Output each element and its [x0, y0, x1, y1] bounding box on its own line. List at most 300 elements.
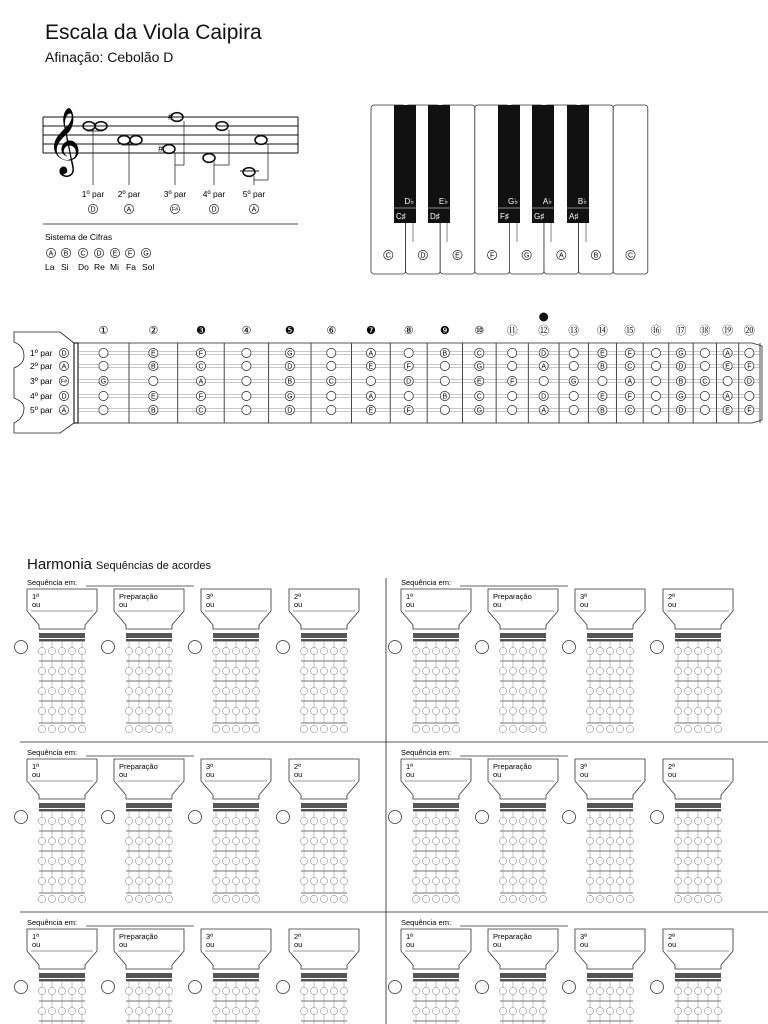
chord-dot[interactable] — [539, 877, 546, 884]
chord-dot[interactable] — [58, 817, 65, 824]
chord-dot[interactable] — [499, 687, 506, 694]
chord-dot[interactable] — [252, 667, 259, 674]
chord-dot[interactable] — [684, 1007, 691, 1014]
chord-dot[interactable] — [499, 837, 506, 844]
chord-dot[interactable] — [242, 895, 249, 902]
chord-dot[interactable] — [320, 837, 327, 844]
chord-dot[interactable] — [529, 837, 536, 844]
chord-dot[interactable] — [422, 877, 429, 884]
chord-dot[interactable] — [340, 687, 347, 694]
chord-dot[interactable] — [432, 725, 439, 732]
chord-dot[interactable] — [684, 895, 691, 902]
chord-dot[interactable] — [222, 667, 229, 674]
chord-dot[interactable] — [252, 725, 259, 732]
chord-dot[interactable] — [242, 725, 249, 732]
chord-dot[interactable] — [330, 987, 337, 994]
chord-dot[interactable] — [125, 987, 132, 994]
chord-dot[interactable] — [300, 857, 307, 864]
chord-dot[interactable] — [519, 895, 526, 902]
chord-dot[interactable] — [38, 647, 45, 654]
chord-dot[interactable] — [78, 725, 85, 732]
chord-dot[interactable] — [222, 877, 229, 884]
chord-dot[interactable] — [422, 647, 429, 654]
chord-dot[interactable] — [68, 707, 75, 714]
chord-dot[interactable] — [412, 817, 419, 824]
chord-box[interactable] — [27, 929, 97, 1024]
chord-dot[interactable] — [432, 895, 439, 902]
chord-dot[interactable] — [222, 725, 229, 732]
chord-dot[interactable] — [499, 877, 506, 884]
chord-dot[interactable] — [694, 987, 701, 994]
chord-dot[interactable] — [442, 987, 449, 994]
chord-dot[interactable] — [616, 837, 623, 844]
chord-dot[interactable] — [412, 1007, 419, 1014]
chord-box[interactable] — [201, 929, 271, 1024]
chord-dot[interactable] — [300, 707, 307, 714]
chord-dot[interactable] — [452, 687, 459, 694]
chord-dot[interactable] — [432, 667, 439, 674]
chord-dot[interactable] — [596, 647, 603, 654]
chord-dot[interactable] — [442, 1007, 449, 1014]
chord-dot[interactable] — [310, 687, 317, 694]
chord-dot[interactable] — [499, 667, 506, 674]
chord-box[interactable] — [488, 589, 558, 733]
chord-dot[interactable] — [586, 687, 593, 694]
chord-dot[interactable] — [125, 895, 132, 902]
chord-dot[interactable] — [442, 667, 449, 674]
chord-dot[interactable] — [58, 987, 65, 994]
chord-box[interactable] — [575, 759, 645, 903]
chord-dot[interactable] — [452, 707, 459, 714]
select-circle[interactable] — [563, 981, 576, 994]
chord-dot[interactable] — [519, 647, 526, 654]
chord-dot[interactable] — [155, 877, 162, 884]
chord-dot[interactable] — [58, 857, 65, 864]
chord-dot[interactable] — [539, 707, 546, 714]
chord-dot[interactable] — [320, 895, 327, 902]
chord-dot[interactable] — [509, 857, 516, 864]
chord-dot[interactable] — [509, 725, 516, 732]
chord-dot[interactable] — [252, 987, 259, 994]
chord-dot[interactable] — [499, 707, 506, 714]
chord-dot[interactable] — [330, 895, 337, 902]
chord-dot[interactable] — [499, 725, 506, 732]
chord-dot[interactable] — [714, 837, 721, 844]
chord-dot[interactable] — [300, 725, 307, 732]
chord-dot[interactable] — [48, 687, 55, 694]
chord-dot[interactable] — [509, 837, 516, 844]
chord-dot[interactable] — [165, 877, 172, 884]
chord-dot[interactable] — [340, 837, 347, 844]
chord-dot[interactable] — [616, 725, 623, 732]
chord-dot[interactable] — [212, 687, 219, 694]
chord-dot[interactable] — [442, 877, 449, 884]
chord-dot[interactable] — [58, 877, 65, 884]
chord-dot[interactable] — [539, 667, 546, 674]
chord-dot[interactable] — [529, 817, 536, 824]
chord-dot[interactable] — [586, 707, 593, 714]
chord-dot[interactable] — [626, 1007, 633, 1014]
chord-dot[interactable] — [694, 687, 701, 694]
chord-dot[interactable] — [684, 987, 691, 994]
chord-dot[interactable] — [529, 987, 536, 994]
chord-dot[interactable] — [78, 687, 85, 694]
chord-box[interactable] — [488, 759, 558, 903]
chord-dot[interactable] — [125, 647, 132, 654]
chord-dot[interactable] — [539, 817, 546, 824]
chord-dot[interactable] — [432, 877, 439, 884]
chord-dot[interactable] — [155, 687, 162, 694]
chord-box[interactable] — [289, 759, 359, 903]
chord-dot[interactable] — [155, 725, 162, 732]
chord-dot[interactable] — [135, 895, 142, 902]
chord-dot[interactable] — [529, 667, 536, 674]
chord-dot[interactable] — [684, 877, 691, 884]
chord-dot[interactable] — [412, 647, 419, 654]
chord-dot[interactable] — [212, 837, 219, 844]
chord-dot[interactable] — [222, 857, 229, 864]
chord-dot[interactable] — [78, 667, 85, 674]
chord-dot[interactable] — [125, 707, 132, 714]
select-circle[interactable] — [389, 981, 402, 994]
chord-dot[interactable] — [135, 857, 142, 864]
chord-dot[interactable] — [606, 857, 613, 864]
chord-dot[interactable] — [586, 1007, 593, 1014]
chord-dot[interactable] — [684, 647, 691, 654]
chord-dot[interactable] — [145, 877, 152, 884]
chord-dot[interactable] — [442, 895, 449, 902]
chord-dot[interactable] — [300, 1007, 307, 1014]
chord-dot[interactable] — [452, 817, 459, 824]
chord-dot[interactable] — [529, 687, 536, 694]
chord-box[interactable] — [401, 929, 471, 1024]
chord-dot[interactable] — [145, 647, 152, 654]
chord-dot[interactable] — [38, 667, 45, 674]
chord-dot[interactable] — [78, 857, 85, 864]
chord-dot[interactable] — [499, 817, 506, 824]
chord-dot[interactable] — [242, 877, 249, 884]
chord-dot[interactable] — [674, 817, 681, 824]
chord-box[interactable] — [114, 929, 184, 1024]
select-circle[interactable] — [389, 811, 402, 824]
chord-dot[interactable] — [58, 725, 65, 732]
chord-dot[interactable] — [38, 817, 45, 824]
chord-dot[interactable] — [310, 877, 317, 884]
chord-dot[interactable] — [48, 707, 55, 714]
chord-dot[interactable] — [242, 837, 249, 844]
select-circle[interactable] — [476, 641, 489, 654]
chord-dot[interactable] — [452, 725, 459, 732]
chord-dot[interactable] — [340, 877, 347, 884]
chord-dot[interactable] — [694, 837, 701, 844]
chord-dot[interactable] — [529, 895, 536, 902]
chord-dot[interactable] — [529, 647, 536, 654]
chord-dot[interactable] — [519, 707, 526, 714]
chord-dot[interactable] — [78, 877, 85, 884]
chord-dot[interactable] — [412, 687, 419, 694]
chord-dot[interactable] — [519, 817, 526, 824]
chord-dot[interactable] — [68, 987, 75, 994]
chord-dot[interactable] — [509, 647, 516, 654]
select-circle[interactable] — [189, 641, 202, 654]
chord-dot[interactable] — [509, 817, 516, 824]
chord-dot[interactable] — [38, 895, 45, 902]
select-circle[interactable] — [563, 641, 576, 654]
chord-dot[interactable] — [58, 707, 65, 714]
chord-dot[interactable] — [330, 687, 337, 694]
chord-dot[interactable] — [232, 895, 239, 902]
chord-dot[interactable] — [452, 837, 459, 844]
chord-dot[interactable] — [310, 707, 317, 714]
chord-dot[interactable] — [48, 877, 55, 884]
chord-dot[interactable] — [452, 895, 459, 902]
chord-dot[interactable] — [155, 987, 162, 994]
chord-dot[interactable] — [626, 857, 633, 864]
chord-dot[interactable] — [145, 725, 152, 732]
chord-dot[interactable] — [135, 817, 142, 824]
chord-dot[interactable] — [38, 987, 45, 994]
chord-dot[interactable] — [340, 667, 347, 674]
chord-dot[interactable] — [694, 707, 701, 714]
chord-dot[interactable] — [320, 877, 327, 884]
chord-dot[interactable] — [596, 687, 603, 694]
chord-dot[interactable] — [704, 857, 711, 864]
chord-dot[interactable] — [212, 1007, 219, 1014]
chord-dot[interactable] — [539, 725, 546, 732]
chord-dot[interactable] — [596, 707, 603, 714]
chord-dot[interactable] — [674, 987, 681, 994]
chord-dot[interactable] — [242, 987, 249, 994]
chord-dot[interactable] — [135, 877, 142, 884]
chord-dot[interactable] — [694, 725, 701, 732]
chord-dot[interactable] — [529, 857, 536, 864]
chord-dot[interactable] — [499, 1007, 506, 1014]
chord-dot[interactable] — [626, 895, 633, 902]
chord-dot[interactable] — [58, 1007, 65, 1014]
chord-dot[interactable] — [252, 707, 259, 714]
chord-dot[interactable] — [78, 837, 85, 844]
chord-dot[interactable] — [78, 987, 85, 994]
chord-dot[interactable] — [165, 987, 172, 994]
chord-dot[interactable] — [596, 895, 603, 902]
chord-dot[interactable] — [674, 1007, 681, 1014]
chord-dot[interactable] — [539, 895, 546, 902]
select-circle[interactable] — [389, 641, 402, 654]
chord-dot[interactable] — [155, 857, 162, 864]
chord-dot[interactable] — [232, 987, 239, 994]
chord-dot[interactable] — [125, 725, 132, 732]
select-circle[interactable] — [102, 641, 115, 654]
chord-dot[interactable] — [539, 857, 546, 864]
chord-dot[interactable] — [252, 817, 259, 824]
chord-dot[interactable] — [222, 987, 229, 994]
chord-dot[interactable] — [232, 837, 239, 844]
chord-dot[interactable] — [422, 725, 429, 732]
chord-dot[interactable] — [145, 987, 152, 994]
chord-dot[interactable] — [145, 1007, 152, 1014]
chord-dot[interactable] — [529, 707, 536, 714]
chord-dot[interactable] — [320, 687, 327, 694]
chord-dot[interactable] — [412, 987, 419, 994]
chord-dot[interactable] — [674, 857, 681, 864]
chord-dot[interactable] — [165, 687, 172, 694]
chord-dot[interactable] — [432, 837, 439, 844]
chord-dot[interactable] — [694, 817, 701, 824]
chord-dot[interactable] — [232, 707, 239, 714]
chord-dot[interactable] — [626, 987, 633, 994]
chord-dot[interactable] — [704, 667, 711, 674]
chord-dot[interactable] — [499, 895, 506, 902]
chord-dot[interactable] — [499, 857, 506, 864]
chord-dot[interactable] — [232, 877, 239, 884]
chord-dot[interactable] — [48, 647, 55, 654]
chord-dot[interactable] — [616, 817, 623, 824]
chord-dot[interactable] — [616, 687, 623, 694]
chord-dot[interactable] — [125, 877, 132, 884]
chord-dot[interactable] — [452, 877, 459, 884]
chord-dot[interactable] — [714, 687, 721, 694]
chord-dot[interactable] — [586, 647, 593, 654]
chord-dot[interactable] — [232, 647, 239, 654]
chord-dot[interactable] — [596, 987, 603, 994]
chord-dot[interactable] — [616, 647, 623, 654]
chord-dot[interactable] — [232, 1007, 239, 1014]
chord-dot[interactable] — [714, 857, 721, 864]
chord-dot[interactable] — [310, 1007, 317, 1014]
chord-box[interactable] — [27, 589, 97, 733]
chord-dot[interactable] — [674, 647, 681, 654]
chord-box[interactable] — [114, 589, 184, 733]
chord-dot[interactable] — [586, 877, 593, 884]
chord-dot[interactable] — [432, 817, 439, 824]
chord-dot[interactable] — [48, 857, 55, 864]
chord-dot[interactable] — [694, 877, 701, 884]
chord-dot[interactable] — [222, 1007, 229, 1014]
chord-dot[interactable] — [452, 647, 459, 654]
chord-dot[interactable] — [212, 895, 219, 902]
chord-dot[interactable] — [212, 857, 219, 864]
chord-dot[interactable] — [38, 687, 45, 694]
chord-dot[interactable] — [135, 707, 142, 714]
chord-dot[interactable] — [212, 987, 219, 994]
chord-dot[interactable] — [714, 1007, 721, 1014]
chord-dot[interactable] — [452, 857, 459, 864]
chord-dot[interactable] — [310, 667, 317, 674]
chord-dot[interactable] — [684, 687, 691, 694]
chord-dot[interactable] — [529, 877, 536, 884]
chord-dot[interactable] — [509, 987, 516, 994]
chord-dot[interactable] — [145, 837, 152, 844]
chord-dot[interactable] — [38, 1007, 45, 1014]
chord-dot[interactable] — [252, 895, 259, 902]
chord-dot[interactable] — [704, 687, 711, 694]
chord-dot[interactable] — [310, 837, 317, 844]
chord-dot[interactable] — [714, 725, 721, 732]
chord-dot[interactable] — [519, 725, 526, 732]
chord-dot[interactable] — [38, 837, 45, 844]
chord-dot[interactable] — [212, 667, 219, 674]
chord-dot[interactable] — [539, 987, 546, 994]
chord-dot[interactable] — [165, 667, 172, 674]
select-circle[interactable] — [651, 811, 664, 824]
chord-dot[interactable] — [232, 687, 239, 694]
select-circle[interactable] — [563, 811, 576, 824]
chord-dot[interactable] — [310, 725, 317, 732]
chord-dot[interactable] — [586, 987, 593, 994]
chord-dot[interactable] — [125, 837, 132, 844]
chord-dot[interactable] — [48, 817, 55, 824]
chord-box[interactable] — [575, 589, 645, 733]
chord-dot[interactable] — [422, 817, 429, 824]
chord-dot[interactable] — [165, 817, 172, 824]
chord-dot[interactable] — [310, 857, 317, 864]
chord-dot[interactable] — [519, 857, 526, 864]
chord-dot[interactable] — [616, 987, 623, 994]
chord-dot[interactable] — [596, 857, 603, 864]
chord-dot[interactable] — [68, 837, 75, 844]
chord-dot[interactable] — [242, 857, 249, 864]
chord-dot[interactable] — [684, 817, 691, 824]
chord-dot[interactable] — [68, 647, 75, 654]
chord-dot[interactable] — [704, 895, 711, 902]
chord-dot[interactable] — [212, 725, 219, 732]
chord-dot[interactable] — [135, 647, 142, 654]
chord-dot[interactable] — [704, 1007, 711, 1014]
chord-dot[interactable] — [330, 725, 337, 732]
chord-dot[interactable] — [252, 1007, 259, 1014]
chord-dot[interactable] — [694, 895, 701, 902]
chord-dot[interactable] — [412, 877, 419, 884]
chord-dot[interactable] — [694, 667, 701, 674]
chord-dot[interactable] — [252, 647, 259, 654]
chord-box[interactable] — [663, 929, 733, 1024]
chord-dot[interactable] — [509, 667, 516, 674]
chord-dot[interactable] — [320, 857, 327, 864]
chord-dot[interactable] — [519, 687, 526, 694]
chord-dot[interactable] — [232, 725, 239, 732]
chord-dot[interactable] — [68, 895, 75, 902]
chord-dot[interactable] — [519, 837, 526, 844]
chord-dot[interactable] — [606, 725, 613, 732]
chord-dot[interactable] — [422, 707, 429, 714]
chord-dot[interactable] — [442, 837, 449, 844]
chord-box[interactable] — [401, 759, 471, 903]
chord-dot[interactable] — [165, 647, 172, 654]
chord-dot[interactable] — [340, 987, 347, 994]
chord-dot[interactable] — [320, 817, 327, 824]
chord-dot[interactable] — [125, 1007, 132, 1014]
chord-dot[interactable] — [452, 1007, 459, 1014]
select-circle[interactable] — [102, 981, 115, 994]
chord-dot[interactable] — [586, 725, 593, 732]
chord-dot[interactable] — [155, 1007, 162, 1014]
chord-dot[interactable] — [442, 687, 449, 694]
select-circle[interactable] — [15, 641, 28, 654]
chord-dot[interactable] — [626, 667, 633, 674]
chord-dot[interactable] — [300, 987, 307, 994]
select-circle[interactable] — [651, 981, 664, 994]
chord-dot[interactable] — [442, 647, 449, 654]
chord-dot[interactable] — [684, 837, 691, 844]
chord-dot[interactable] — [626, 687, 633, 694]
chord-dot[interactable] — [165, 1007, 172, 1014]
chord-dot[interactable] — [135, 987, 142, 994]
chord-dot[interactable] — [412, 837, 419, 844]
chord-dot[interactable] — [155, 647, 162, 654]
chord-dot[interactable] — [586, 837, 593, 844]
chord-dot[interactable] — [125, 857, 132, 864]
chord-dot[interactable] — [694, 647, 701, 654]
